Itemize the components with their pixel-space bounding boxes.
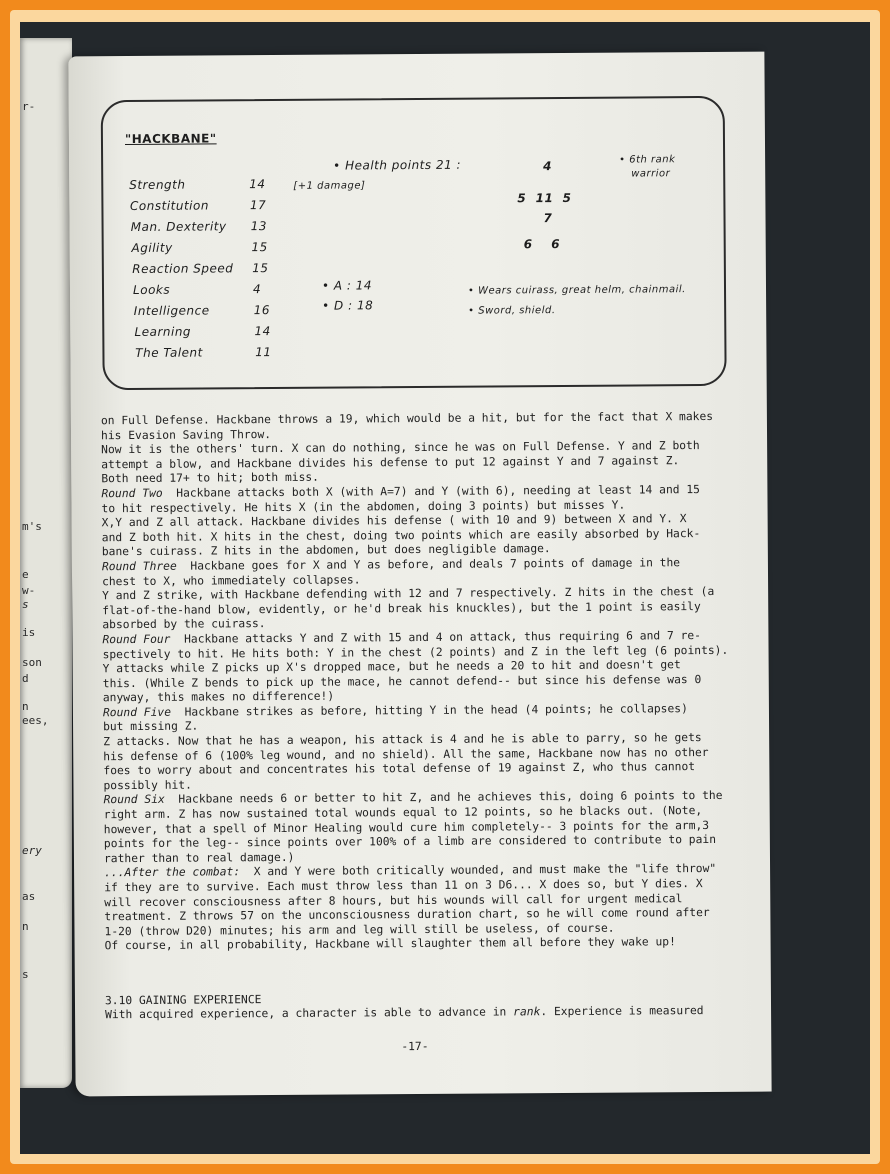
stat-label: The Talent <box>135 345 203 360</box>
text-line-content: possibly hit. <box>103 778 192 793</box>
character-name: "HACKBANE" <box>124 131 217 147</box>
text-line-content: Hackbane attacks both X (with A=7) and Y (with 6), needing at least 14 and 15 <box>162 483 700 500</box>
text-line-content: foes to worry about and concentrates his total defense of 19 against Z, who thus cannot <box>103 760 696 778</box>
text-line-content: Hackbane goes for X and Y as before, and deals 7 points of damage in the <box>176 556 681 573</box>
stat-value: 15 <box>252 261 269 276</box>
text-line-content: Hackbane attacks Y and Z with 15 and 4 on attack, thus requiring 6 and 7 re- <box>170 628 702 646</box>
stat-label: Learning <box>134 324 192 339</box>
wound-head: 4 <box>543 159 553 174</box>
text-line-content: anyway, this makes no difference!) <box>102 689 335 705</box>
text-line-content: Y attacks while Z picks up X's dropped mace, but he needs a 20 to hit and doesn't get <box>102 658 681 676</box>
left-page-fragment: as <box>22 890 36 903</box>
stat-label: Reaction Speed <box>132 261 234 277</box>
equipment-armor: • Wears cuirass, great helm, chainmail. <box>467 284 686 297</box>
text-line-content: 1-20 (throw D20) minutes; his arm and leg will still be useless, of course. <box>104 921 615 938</box>
text-line-content: bane's cuirass. Z hits in the abdomen, but does negligible damage. <box>101 542 551 559</box>
left-page-fragment: d <box>22 672 29 685</box>
text-line-content: right arm. Z has now sustained total wounds equal to 12 points, so he blacks out. (Note, <box>103 804 703 822</box>
stat-value: 14 <box>249 177 266 192</box>
text-line-content: X and Y were both critically wounded, and must make the "life throw" <box>240 862 717 879</box>
stat-value: 17 <box>249 198 267 213</box>
last-line-start: With acquired experience, a character is able to advance in <box>105 1005 514 1022</box>
section-heading: 3.10 GAINING EXPERIENCE <box>104 993 262 1008</box>
stat-value: 4 <box>252 282 262 297</box>
wound-torso: 5 11 5 <box>517 190 572 206</box>
left-page-fragment: is <box>22 626 36 639</box>
text-line-content: Both need 17+ to hit; both miss. <box>101 471 320 486</box>
left-page-fragment: r- <box>22 100 36 113</box>
text-line-content: will recover consciousness after 8 hours, but his wounds will call for urgent medical <box>104 891 683 909</box>
left-page-fragment: ees, <box>22 714 49 727</box>
left-page-fragment: n <box>22 700 29 713</box>
text-line-content: his defense of 6 (100% leg wound, and no shield). All the same, Hackbane now has no other <box>103 745 709 763</box>
text-line-content: absorbed by the cuirass. <box>102 617 266 632</box>
left-page-fragment: ery <box>22 844 42 857</box>
round-label: Round Three <box>101 559 177 574</box>
stat-label: Agility <box>131 240 173 256</box>
body-text <box>101 410 765 955</box>
stat-label: Intelligence <box>133 303 210 318</box>
health-points: • Health points 21 : <box>333 157 462 173</box>
left-page-fragment: e <box>22 568 29 581</box>
stat-value: 16 <box>253 303 271 318</box>
round-label: ...After the combat: <box>104 865 241 880</box>
text-line-content: but missing Z. <box>103 720 199 734</box>
stat-label: Looks <box>132 282 171 297</box>
text-line-content: this. (While Z bends to pick up the mace, he cannot defend-- but since his defense was 0 <box>102 672 702 690</box>
stat-label: Man. Dexterity <box>130 219 227 235</box>
text-line-content: Now it is the others' turn. X can do nothing, since he was on Full Defense. Y and Z both <box>101 439 700 457</box>
last-line-end: . Experience is measured <box>540 1004 704 1019</box>
page-number: -17- <box>401 1039 429 1054</box>
text-line-content: however, that a spell of Minor Healing would cure him completely-- 3 points for the arm,3 <box>103 818 710 836</box>
equipment-weapons: • Sword, shield. <box>468 305 556 317</box>
text-line-content: Hackbane needs 6 or better to hit Z, and he achieves this, doing 6 points to the <box>164 789 723 807</box>
left-page-edge <box>20 38 72 1088</box>
text-line-content: points for the leg-- since points over 100% of a limb are considered to contribute to pain <box>103 833 717 851</box>
text-line-content: and Z both hit. X hits in the chest, doing two points which are easily absorbed by Hack- <box>101 526 701 544</box>
left-page-fragment: s <box>22 968 29 981</box>
text-line-content: if they are to survive. Each must throw less than 11 on 3 D6... X does so, but Y dies. X <box>104 877 703 895</box>
text-line-content: rather than to real damage.) <box>103 850 295 866</box>
left-page-fragment: n <box>22 920 29 933</box>
stat-value: 15 <box>251 240 268 255</box>
text-line-content: his Evasion Saving Throw. <box>100 427 272 442</box>
defense-value: • D : 18 <box>322 298 374 313</box>
text-line-content: flat-of-the-hand blow, evidently, or he'd break his knuckles), but the 1 point is easily <box>102 599 701 617</box>
text-line-content: to hit respectively. He hits X (in the abdomen, doing 3 points) but misses Y. <box>101 498 626 515</box>
last-line-italic: rank <box>513 1005 541 1019</box>
rank-note: • 6th rank <box>619 154 676 166</box>
round-label: Round Four <box>102 632 171 647</box>
text-line-content: chest to X, who immediately collapses. <box>101 572 361 588</box>
left-page-fragment: son <box>22 656 42 669</box>
stat-value: 13 <box>250 219 268 234</box>
text-line-content: X,Y and Z all attack. Hackbane divides his defense ( with 10 and 9) between X and Y. X <box>101 512 687 530</box>
wound-legs: 6 6 <box>523 237 561 252</box>
stat-label: Constitution <box>129 198 209 214</box>
left-page-fragment: s <box>22 598 29 611</box>
text-line-content: Y and Z strike, with Hackbane defending with 12 and 7 respectively. Z hits in the chest (a <box>102 585 715 603</box>
damage-note: [+1 damage] <box>293 180 366 192</box>
character-sheet-box <box>101 96 727 390</box>
left-page-fragment: m's <box>22 520 42 533</box>
attack-value: • A : 14 <box>321 278 373 293</box>
text-line-content: treatment. Z throws 57 on the unconsciousness duration chart, so he will come round after <box>104 906 710 924</box>
wound-abdomen: 7 <box>543 211 553 226</box>
last-line <box>105 1004 704 1021</box>
text-line-content: attempt a blow, and Hackbane divides his defense to put 12 against Y and 7 against Z. <box>101 453 680 472</box>
round-label: Round Six <box>103 793 165 807</box>
text-line-content: Of course, in all probability, Hackbane will slaughter them all before they wake up! <box>104 935 676 953</box>
rank-note-class: warrior <box>631 168 671 180</box>
book-page <box>68 52 771 1097</box>
stat-value: 14 <box>254 324 271 339</box>
text-line-content: on Full Defense. Hackbane throws a 19, which would be a hit, but for the fact that X makes <box>100 409 714 428</box>
stat-value: 11 <box>255 345 272 360</box>
round-label: Round Two <box>101 486 163 501</box>
text-line-content: spectively to hit. He hits both: Y in the chest (2 points) and Z in the left leg (6 points). <box>102 643 729 661</box>
left-page-fragment: w- <box>22 584 36 597</box>
text-line-content: Z attacks. Now that he has a weapon, his attack is 4 and he is able to parry, so he gets <box>103 731 702 749</box>
stat-label: Strength <box>129 177 186 193</box>
text-line-content: Hackbane strikes as before, hitting Y in the head (4 points; he collapses) <box>170 702 688 719</box>
round-label: Round Five <box>102 705 172 720</box>
